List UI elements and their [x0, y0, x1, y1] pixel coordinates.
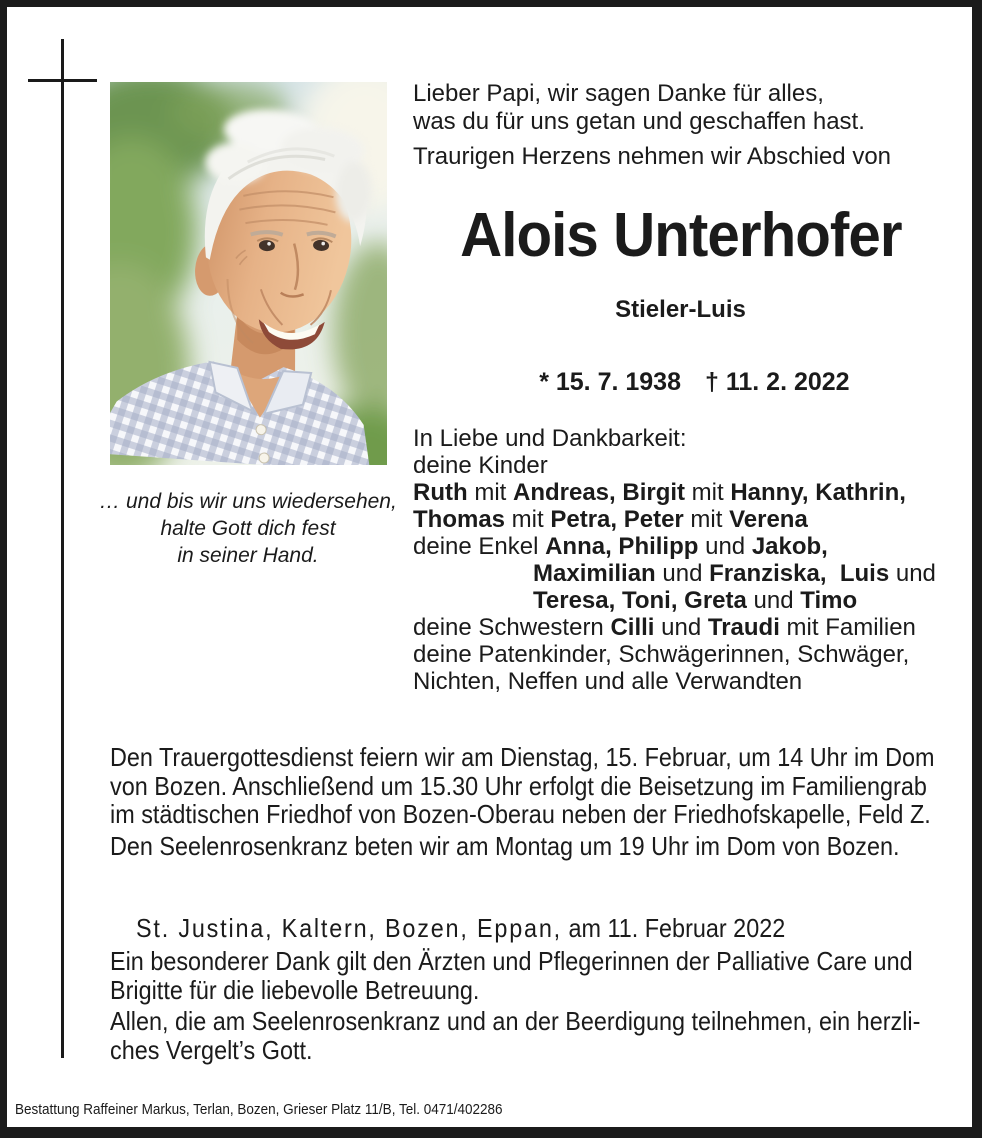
date-text: am 11. Februar 2022	[561, 912, 786, 943]
birth-date: * 15. 7. 1938	[539, 368, 681, 396]
photo-caption: … und bis wir uns wiedersehen, halte Gott dich fest in seiner Hand.	[99, 490, 397, 567]
thanks-paragraph: Ein besonderer Dank gilt den Ärzten und Pflegerinnen der Palliative Care und Brigitte für die liebevolle Betreuung.	[110, 946, 913, 1005]
farewell-paragraph: Allen, die am Seelenrosenkranz und an der Beerdigung teilnehmen, ein herzli- ches Vergelt’s Gott.	[110, 1006, 921, 1065]
portrait-photo	[110, 82, 387, 465]
farewell-intro: Traurigen Herzens nehmen wir Abschied von	[413, 143, 892, 170]
memorial-cross-horizontal-bar	[28, 79, 97, 82]
life-dates	[413, 342, 948, 423]
rosary-paragraph: Den Seelenrosenkranz beten wir am Montag um 19 Uhr im Dom von Bozen.	[110, 831, 900, 861]
death-date: † 11. 2. 2022	[705, 368, 850, 396]
deceased-nickname: Stieler-Luis	[615, 296, 746, 323]
opening-dedication: Lieber Papi, wir sagen Danke für alles, was du für uns getan und geschaffen hast.	[413, 80, 865, 135]
funeral-service-paragraph: Den Trauergottesdienst feiern wir am Dienstag, 15. Februar, um 14 Uhr im Dom von Bozen. Anschließend um 15.30 Uhr erfolgt die Beisetzung im Familiengrab im städtischen Friedhof von Bozen-Oberau neben der Friedhofskapelle, Feld Z.	[110, 742, 935, 829]
deceased-name-wrap	[413, 201, 948, 284]
deceased-name: Alois Unterhofer	[459, 201, 902, 270]
mourners-list: In Liebe und Dankbarkeit: deine Kinder Ruth mit Andreas, Birgit mit Hanny, Kathrin, Thomas mit Petra, Peter mit Verena deine Enkel Anna, Philipp und Jakob, Maximilian und Franziska, Luis und Teresa, Toni, Greta und Timo deine Schwestern Cilli und Traudi mit Familien deine Patenkinder, Schwägerinnen, Schwäger, Nichten, Neffen und alle Verwandten	[413, 425, 936, 695]
memorial-cross-vertical-bar	[61, 39, 64, 1058]
places-text: St. Justina, Kaltern, Bozen, Eppan,	[136, 912, 562, 943]
portrait-photo-illustration	[110, 82, 387, 465]
funeral-home-footer: Bestattung Raffeiner Markus, Terlan, Bozen, Grieser Platz 11/B, Tel. 0471/402286	[15, 1101, 503, 1118]
